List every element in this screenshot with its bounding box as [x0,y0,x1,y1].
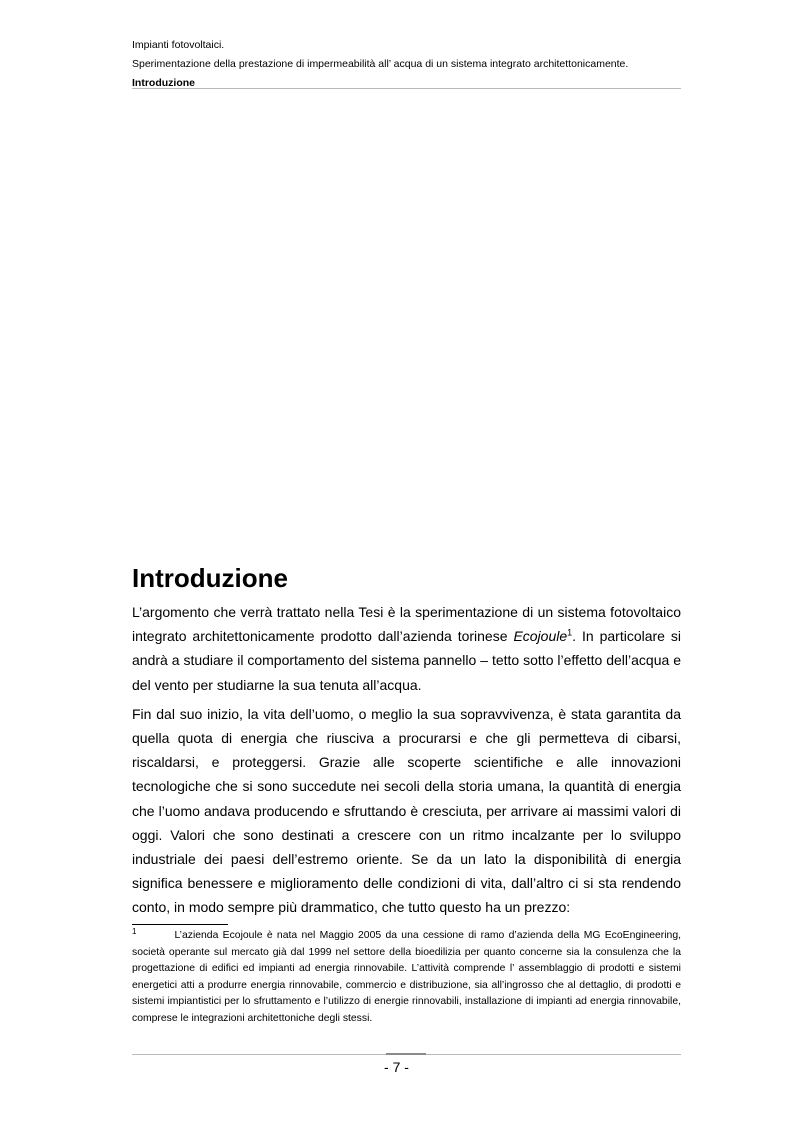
footnote-mark: 1 [132,926,137,936]
paragraph-history: Fin dal suo inizio, la vita dell’uomo, o meglio la sua sopravvivenza, è stata garantita da quella quota di energia che riusciva a procurarsi e che gli permetteva di cibarsi, riscaldarsi, e proteggersi. Grazie alle scoperte scientifiche e alle innovazioni tecnologiche che si sono succedute nei secoli della storia umana, la quantità di energia che l’uomo andava producendo e sfruttando è cresciuta, per arrivare ai massimi valori di oggi. Valori che sono destinati a crescere con un ritmo incalzante per lo sviluppo industriale dei paesi dell’estremo oriente. Se da un lato la disponibilità di energia significa benessere e miglioramento delle condizioni di vita, dall’altro ci si sta rendendo conto, in modo sempre più drammatico, che tutto questo ha un prezzo: [132,705,681,916]
paragraph-intro-text-b: . In particolare si andrà a studiare il comportamento del sistema pannello – tetto sotto l’effetto dell’acqua e del vento per studiarne la sua tenuta all’acqua. [132,628,681,693]
header-thesis-title: Sperimentazione della prestazione di impermeabilità all’ acqua di un sistema integrato architettonicamente. [132,58,629,70]
running-header [132,36,681,93]
footnote [132,928,681,1027]
brand-name: Ecojoule [513,628,568,645]
header-document-title: Impianti fotovoltaici. [132,39,225,51]
footnote-divider [132,924,228,925]
footnote-text: L’azienda Ecojoule è nata nel Maggio 2005 da una cessione di ramo d’azienda della MG EcoEngineering, società operante sul mercato già dal 1999 nel settore della bioedilizia per quanto concerne sia la consulenza che la progettazione di edifici ed impianti ad energia rinnovabile. L’attività comprende l’ assemblaggio di prodotti e sistemi energetici atti a produrre energia rinnovabile, commercio e distribuzione, sia all’ingrosso che al dettaglio, di prodotti e sistemi impiantistici per lo sfruttamento e l’utilizzo di energie rinnovabili, installazione di impianti ad energia rinnovabile, comprese le integrazioni architettoniche degli stessi. [132,930,681,1024]
section-heading: Introduzione [132,563,288,593]
paragraph-intro [132,600,681,697]
page-number: - 7 - [384,1059,409,1075]
header-chapter-title: Introduzione [132,77,195,89]
footnote-reference[interactable]: 1 [567,627,573,638]
body-text [132,600,681,925]
footer-divider-accent [386,1053,426,1055]
header-divider [132,88,681,89]
paragraph-intro-text-a: L’argomento che verrà trattato nella Tesi è la sperimentazione di un sistema fotovoltaico integrato architettonicamente prodotto dall’azienda torinese [132,604,681,645]
